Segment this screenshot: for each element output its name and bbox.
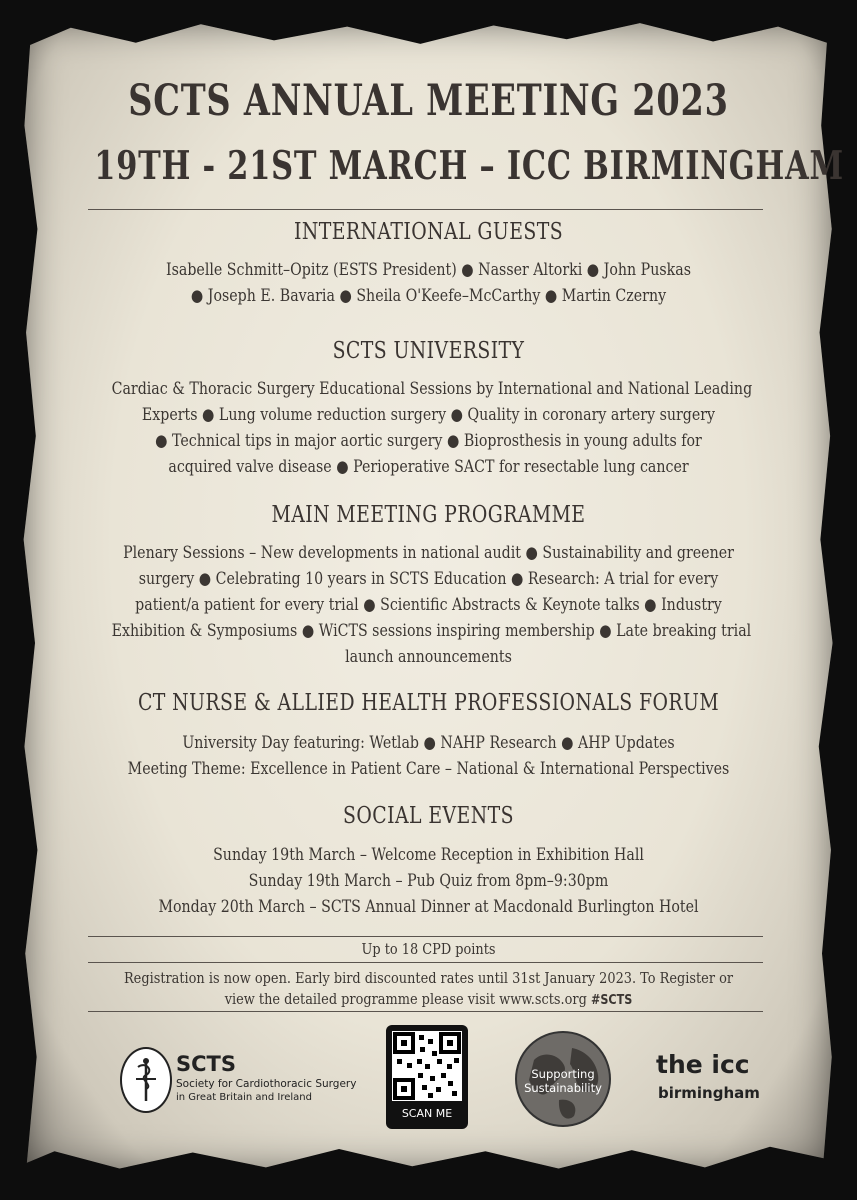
scts-university-heading: SCTS UNIVERSITY: [332, 338, 525, 364]
registration-text: view the detailed programme please visit www.scts.org: [224, 990, 587, 1008]
guests-line: Isabelle Schmitt–Opitz (ESTS President) ● Nasser Altorki ● John Puskas: [165, 260, 692, 279]
poster-subtitle: 19TH - 21ST MARCH – ICC BIRMINGHAM: [94, 143, 844, 189]
icc-logo-city: birmingham: [658, 1084, 760, 1102]
scts-logo-subtitle: in Great Britain and Ireland: [176, 1092, 312, 1103]
qr-code-icon: [392, 1031, 462, 1101]
programme-line: launch announcements: [345, 647, 512, 666]
divider: [88, 1011, 763, 1012]
divider: [88, 962, 763, 963]
forum-line: Meeting Theme: Excellence in Patient Care – National & International Perspectives: [127, 759, 730, 778]
international-guests-body: [60, 257, 797, 309]
hashtag: #SCTS: [590, 993, 633, 1008]
social-line: Monday 20th March – SCTS Annual Dinner at Macdonald Burlington Hotel: [158, 897, 699, 916]
icc-logo: the icc: [656, 1050, 750, 1079]
scts-crest-icon: [120, 1047, 172, 1113]
programme-line: surgery ● Celebrating 10 years in SCTS Education ● Research: A trial for every: [138, 569, 719, 588]
university-line: Experts ● Lung volume reduction surgery ● Quality in coronary artery surgery: [141, 405, 716, 424]
university-line: Cardiac & Thoracic Surgery Educational Sessions by International and National Leading: [111, 379, 753, 398]
scts-logo-subtitle: Society for Cardiothoracic Surgery: [176, 1078, 357, 1090]
cpd-text: Up to 18 CPD points: [361, 940, 496, 958]
divider: [88, 936, 763, 937]
qr-code[interactable]: [386, 1025, 468, 1129]
registration-info: [60, 968, 797, 1011]
social-events-body: [60, 842, 797, 920]
nurse-forum-body: [60, 730, 797, 782]
main-programme-body: [60, 540, 797, 670]
international-guests-heading: INTERNATIONAL GUESTS: [293, 219, 564, 245]
registration-line: [112, 989, 746, 1011]
scts-university-body: [60, 376, 797, 480]
programme-line: patient/a patient for every trial ● Scientific Abstracts & Keynote talks ● Industry: [135, 595, 722, 614]
cpd-points: [60, 939, 797, 960]
social-line: Sunday 19th March – Welcome Reception in Exhibition Hall: [213, 845, 644, 864]
registration-line: Registration is now open. Early bird discounted rates until 31st January 2023. To Register or: [123, 969, 734, 987]
social-events-heading: SOCIAL EVENTS: [343, 803, 514, 829]
main-programme-heading: MAIN MEETING PROGRAMME: [271, 502, 586, 528]
university-line: acquired valve disease ● Perioperative SACT for resectable lung cancer: [168, 457, 689, 476]
guests-line: ● Joseph E. Bavaria ● Sheila O'Keefe–McCarthy ● Martin Czerny: [190, 286, 667, 305]
programme-line: Plenary Sessions – New developments in national audit ● Sustainability and greener: [123, 543, 734, 562]
logo-row: [0, 1022, 857, 1132]
globe-text: Sustainability: [524, 1081, 602, 1095]
social-line: Sunday 19th March – Pub Quiz from 8pm–9:30pm: [248, 871, 609, 890]
scts-logo-name: SCTS: [176, 1052, 236, 1076]
globe-icon: [514, 1030, 612, 1128]
nurse-forum-heading: CT NURSE & ALLIED HEALTH PROFESSIONALS FORUM: [137, 690, 720, 716]
poster-title: SCTS ANNUAL MEETING 2023: [128, 76, 729, 126]
university-line: ● Technical tips in major aortic surgery ● Bioprosthesis in young adults for: [155, 431, 702, 450]
programme-line: Exhibition & Symposiums ● WiCTS sessions inspiring membership ● Late breaking trial: [111, 621, 752, 640]
scan-me-label: SCAN ME: [401, 1107, 453, 1120]
divider: [88, 209, 763, 210]
globe-text: Supporting: [531, 1067, 595, 1081]
forum-line: University Day featuring: Wetlab ● NAHP Research ● AHP Updates: [182, 733, 675, 752]
